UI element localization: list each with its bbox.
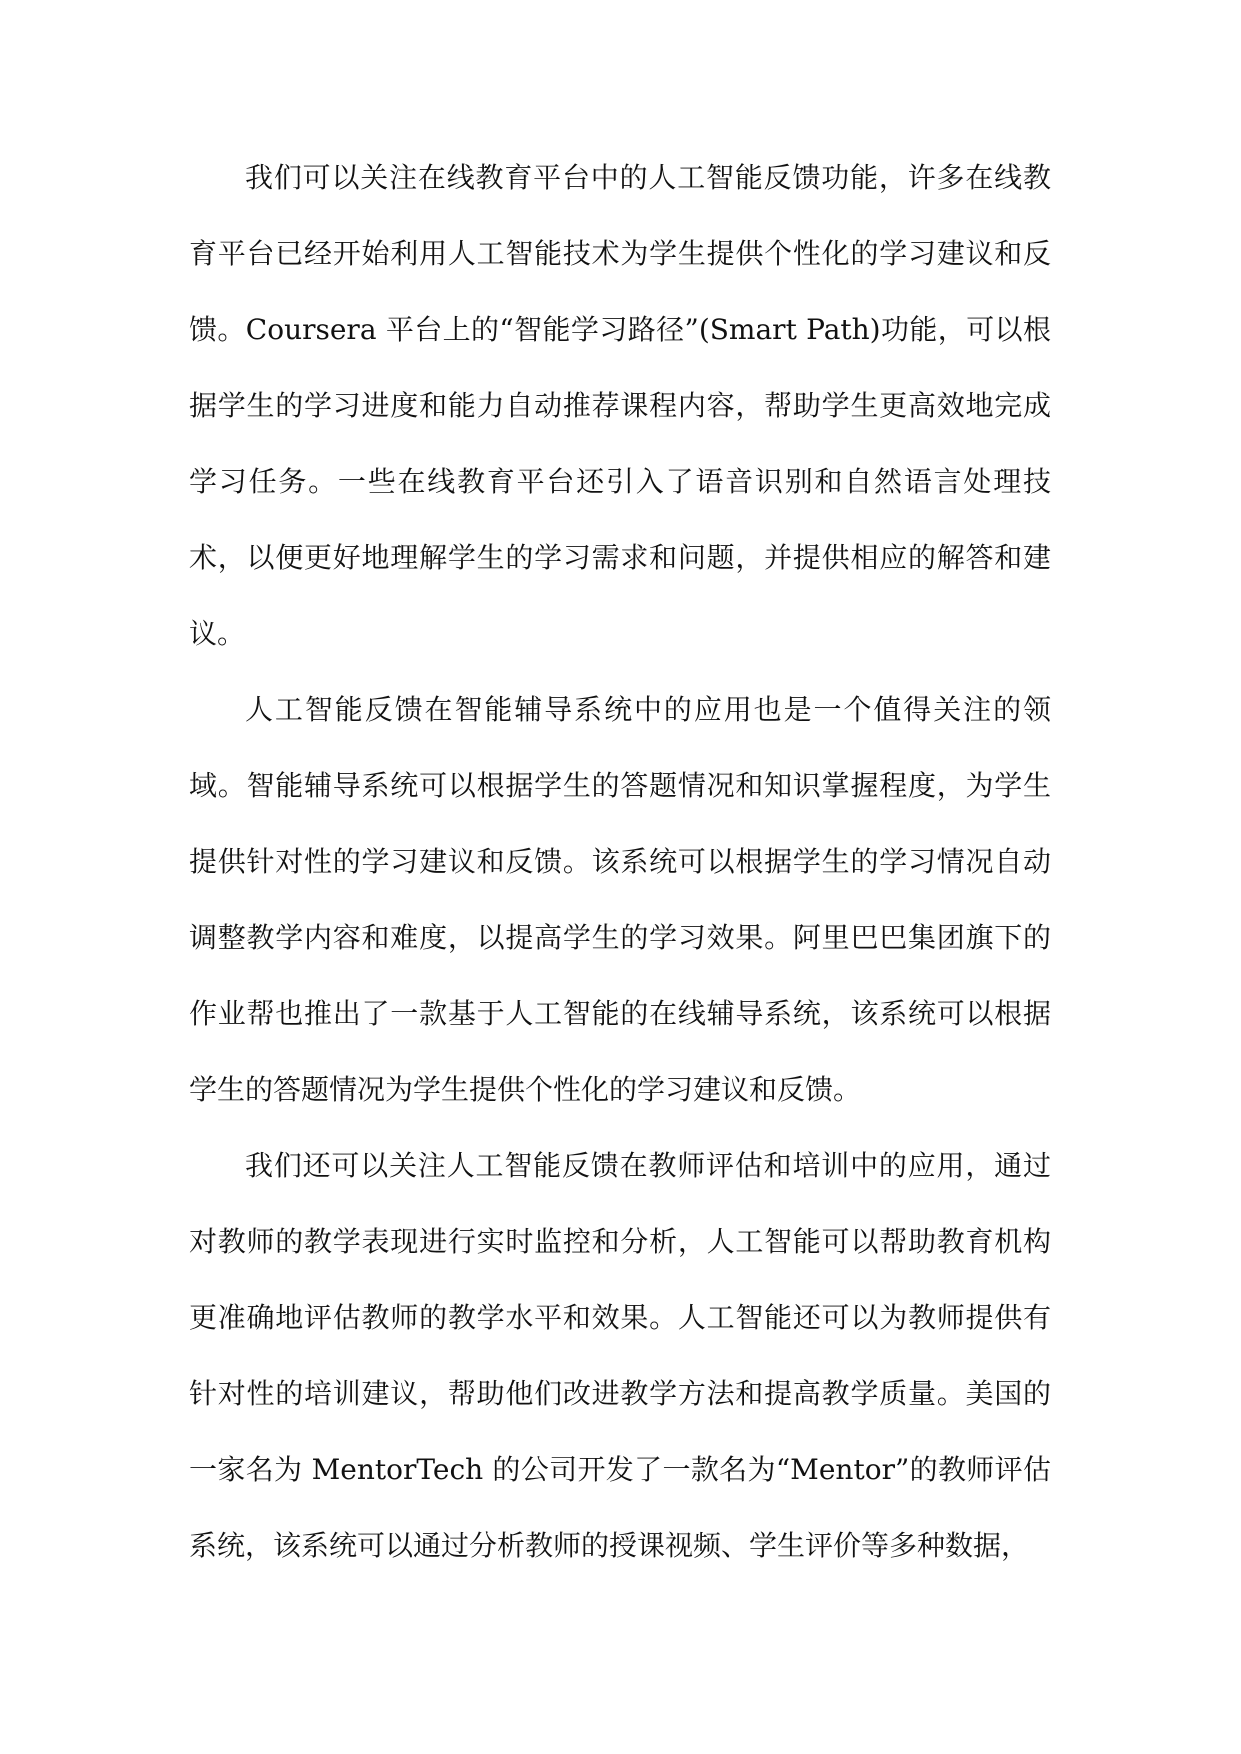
paragraph-2: 人工智能反馈在智能辅导系统中的应用也是一个值得关注的领域。智能辅导系统可以根据学生的答题情况和知识掌握程度，为学生提供针对性的学习建议和反馈。该系统可以根据学生的学习情况自动调整教学内容和难度，以提高学生的学习效果。阿里巴巴集团旗下的作业帮也推出了一款基于人工智能的在线辅导系统，该系统可以根据学生的答题情况为学生提供个性化的学习建议和反馈。	[189, 693, 1051, 1106]
paragraph-3: 我们还可以关注人工智能反馈在教师评估和培训中的应用，通过对教师的教学表现进行实时监控和分析，人工智能可以帮助教育机构更准确地评估教师的教学水平和效果。人工智能还可以为教师提供有针对性的培训建议，帮助他们改进教学方法和提高教学质量。美国的一家名为 MentorTech 的公司开发了一款名为“Mentor”的教师评估系统，该系统可以通过分析教师的授课视频、学生评价等多种数据，	[189, 1149, 1051, 1562]
paragraph-1: 我们可以关注在线教育平台中的人工智能反馈功能，许多在线教育平台已经开始利用人工智能技术为学生提供个性化的学习建议和反馈。Coursera 平台上的“智能学习路径”(Smart Path)功能，可以根据学生的学习进度和能力自动推荐课程内容，帮助学生更高效地完成学习任务。一些在线教育平台还引入了语音识别和自然语言处理技术，以便更好地理解学生的学习需求和问题，并提供相应的解答和建议。	[189, 161, 1051, 650]
document-body	[189, 140, 1051, 1584]
